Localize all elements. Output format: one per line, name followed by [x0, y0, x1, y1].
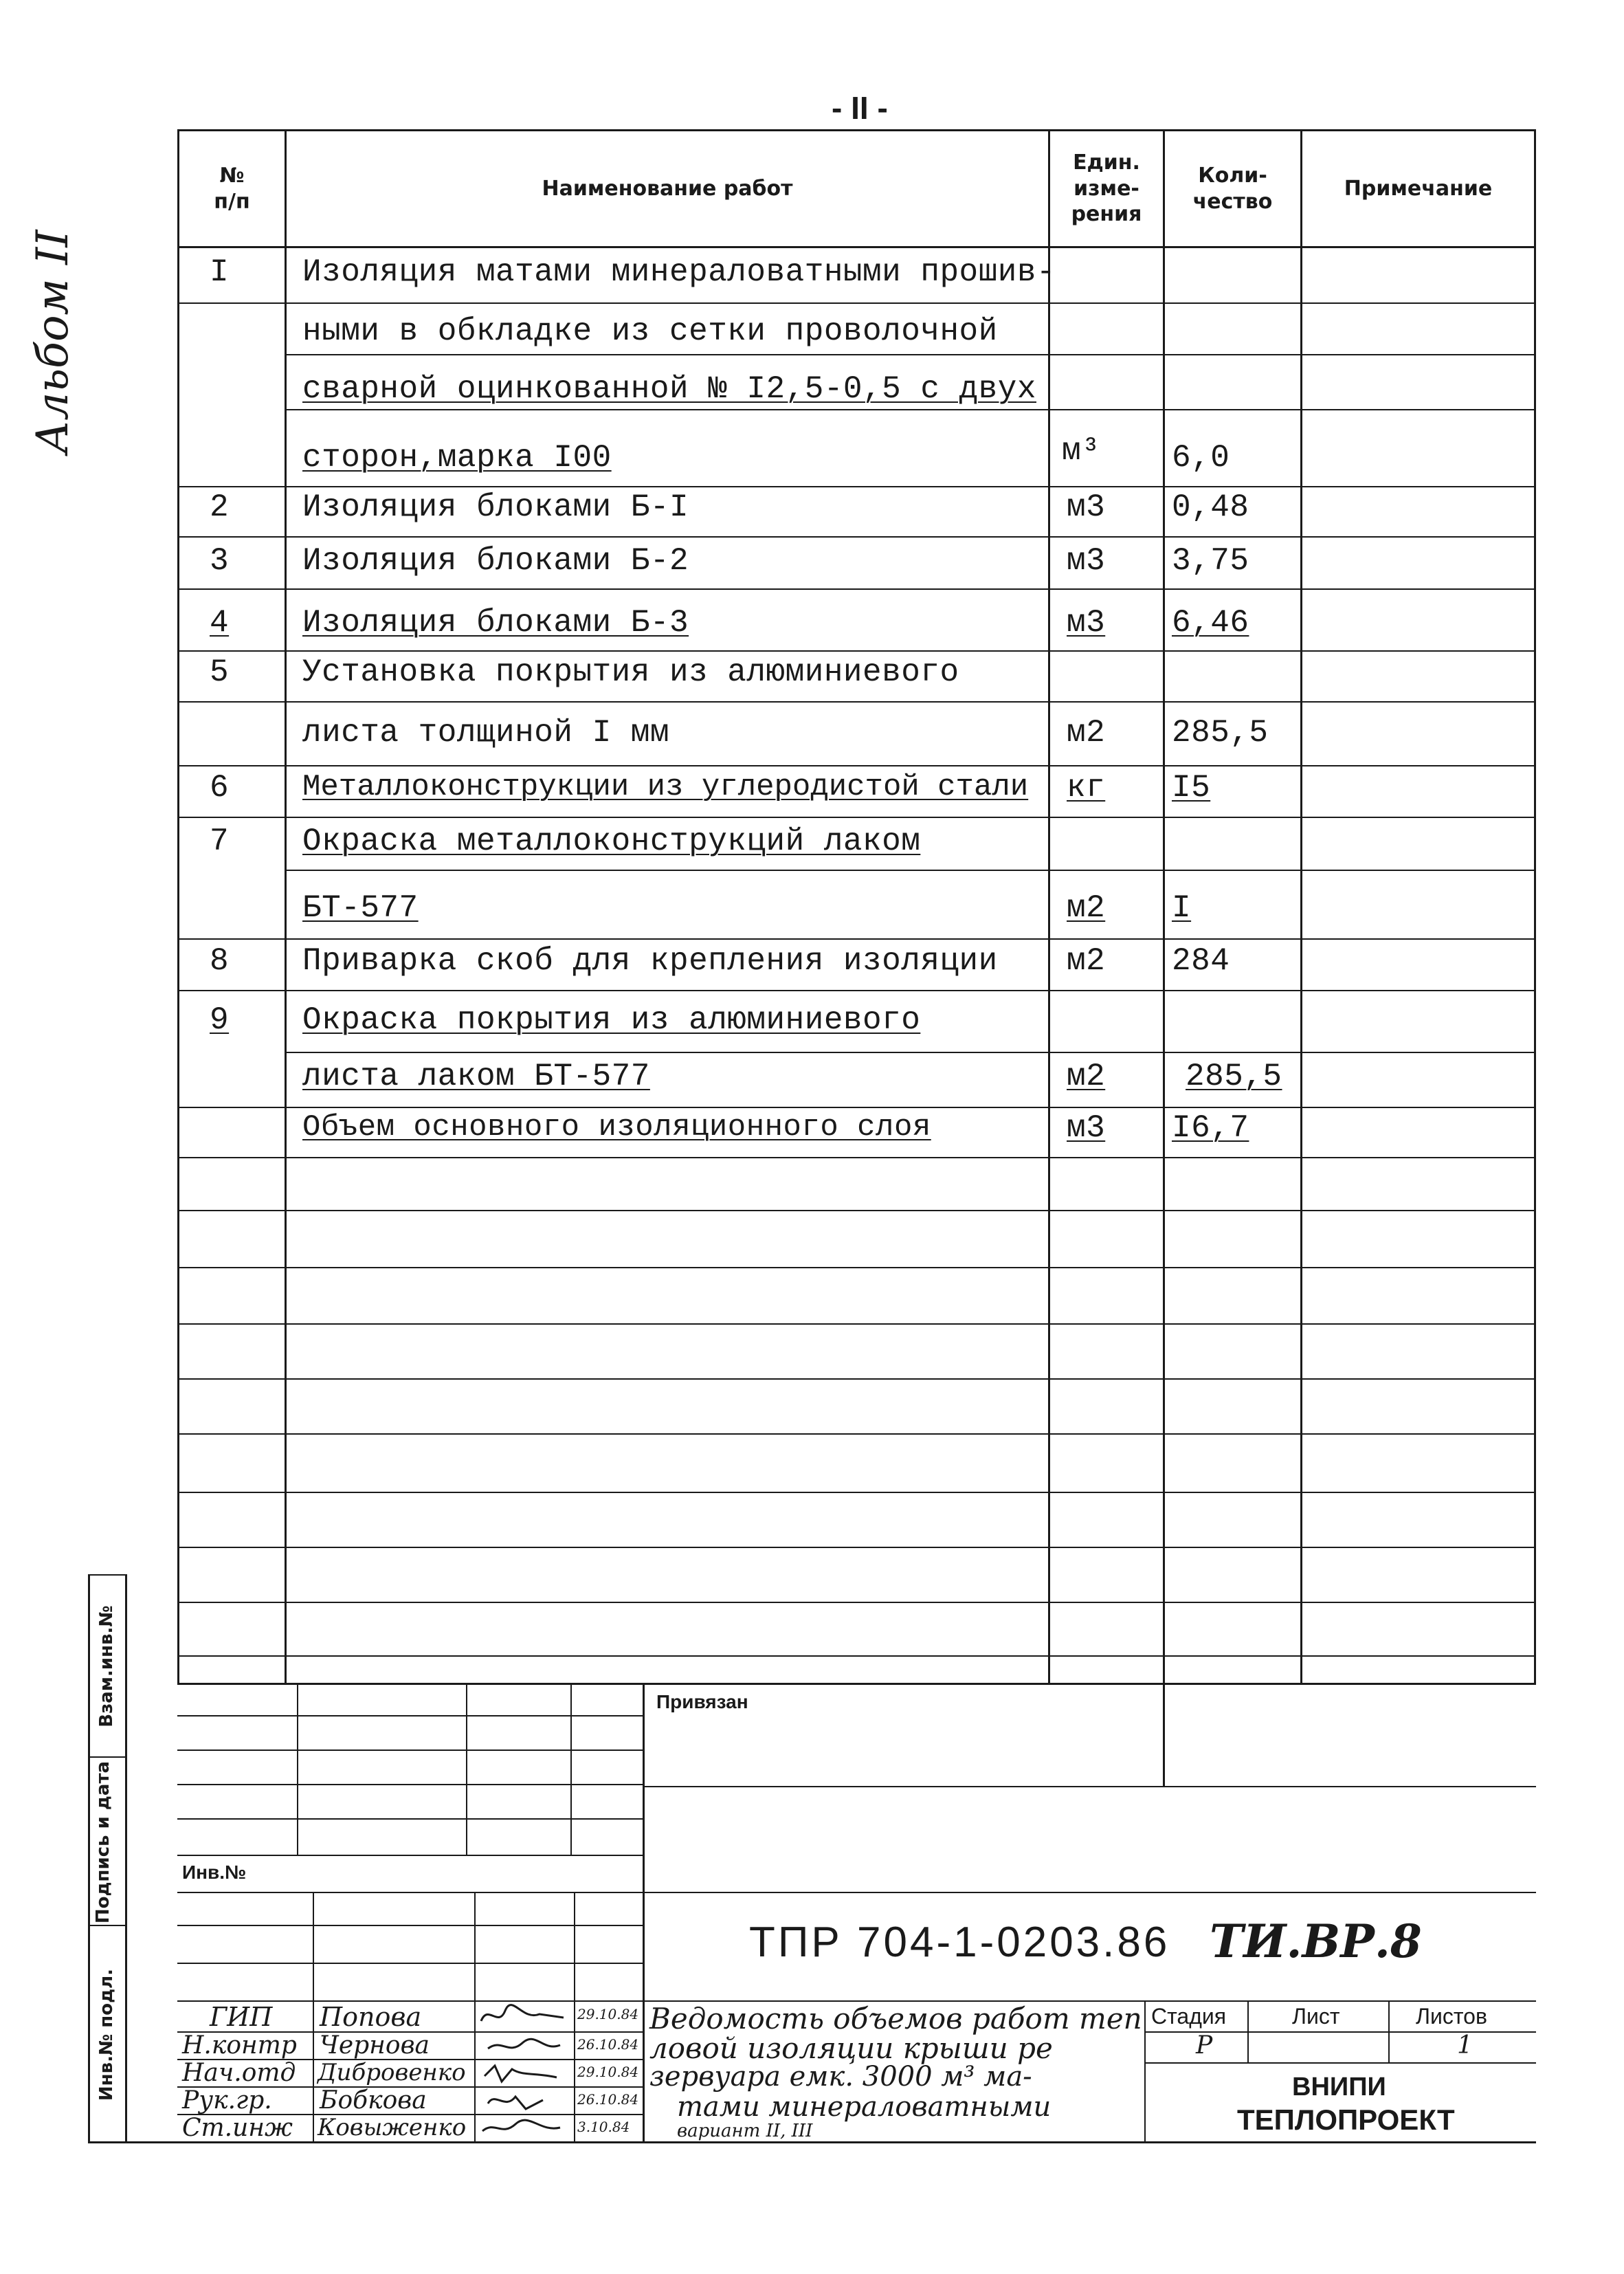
header-qty: Коли- чество: [1192, 164, 1273, 214]
row-6-name: Металлоконструкции из углеродистой стали: [302, 770, 1029, 804]
side-vzam-inv: Взам.инв.№: [96, 1605, 117, 1727]
header-num: № п/п: [214, 164, 250, 214]
row-9-num: 9: [210, 1002, 230, 1038]
row-4-name: Изоляция блоками Б-3: [302, 605, 689, 641]
row-4-unit: м3: [1067, 605, 1106, 641]
date-2: 26.10.84: [577, 2036, 639, 2053]
desc-line-4: тами минераловатными: [677, 2091, 1052, 2123]
row-7b-name: БТ-577: [302, 890, 419, 926]
header-unit: Един. изме- рения: [1071, 151, 1142, 227]
row-1-num: I: [210, 254, 230, 290]
header-note: Примечание: [1344, 176, 1493, 201]
row-5b-qty: 285,5: [1172, 715, 1269, 751]
role-1: ГИП: [210, 2002, 273, 2032]
row-1d-qty: 6,0: [1172, 440, 1230, 476]
inv-no-label: Инв.№: [182, 1862, 247, 1883]
row-2-num: 2: [210, 489, 230, 525]
row-8-num: 8: [210, 943, 230, 979]
row-5-name: Установка покрытия из алюминиевого: [302, 654, 959, 690]
name-5: Ковыженко: [318, 2114, 467, 2141]
page-number: - II -: [832, 90, 888, 126]
row-4-num: 4: [210, 605, 230, 641]
row-7b-unit: м2: [1067, 890, 1106, 926]
header-name: Наименование работ: [542, 176, 793, 201]
role-2: Н.контр: [182, 2031, 297, 2060]
desc-line-2: ловой изоляции крыши ре: [649, 2031, 1053, 2065]
row-total-qty: I6,7: [1172, 1110, 1249, 1146]
name-2: Чернова: [320, 2031, 430, 2060]
row-9-name: Окраска покрытия из алюминиевого: [302, 1002, 921, 1038]
row-3-num: 3: [210, 543, 230, 579]
row-8-qty: 284: [1172, 943, 1230, 979]
row-3-unit: м3: [1067, 543, 1106, 579]
date-5: 3.10.84: [577, 2119, 630, 2135]
row-6-num: 6: [210, 770, 230, 806]
signatures-graphic: [474, 2000, 574, 2141]
row-1d-name: сторон,марка I00: [302, 440, 612, 476]
row-total-name: Объем основного изоляционного слоя: [302, 1110, 931, 1145]
date-4: 26.10.84: [577, 2091, 639, 2108]
row-8-name: Приварка скоб для крепления изоляции: [302, 943, 998, 979]
row-7-name: Окраска металлоконструкций лаком: [302, 824, 921, 859]
role-4: Рук.гр.: [182, 2086, 272, 2115]
row-2-unit: м3: [1067, 489, 1106, 525]
row-total-unit: м3: [1067, 1110, 1106, 1146]
row-7b-qty: I: [1172, 890, 1192, 926]
row-6-qty: I5: [1172, 770, 1211, 806]
listov-label: Листов: [1416, 2004, 1487, 2029]
album-label: Альбом II: [27, 230, 78, 454]
row-3-qty: 3,75: [1172, 543, 1249, 579]
row-2-name: Изоляция блоками Б-I: [302, 489, 689, 525]
row-1c-name: сварной оцинкованной № I2,5-0,5 с двух: [302, 371, 1036, 407]
stadiya-value: Р: [1196, 2031, 1213, 2060]
role-3: Нач.отд: [182, 2059, 296, 2087]
org-line-2: ТЕПЛОПРОЕКТ: [1237, 2104, 1455, 2136]
doc-code: ТПР 704-1-0203.86: [749, 1919, 1170, 1966]
row-1b-name: ными в обкладке из сетки проволочной: [302, 313, 998, 349]
desc-line-3: зервуара емк. 3000 м³ ма-: [649, 2061, 1032, 2093]
row-5b-name: листа толщиной I мм: [302, 715, 669, 751]
row-9b-qty: 285,5: [1186, 1059, 1282, 1094]
listov-value: 1: [1457, 2031, 1473, 2060]
name-3: Дибровенко: [318, 2059, 466, 2086]
privyazan-label: Привязан: [656, 1691, 748, 1712]
row-1-name: Изоляция матами минераловатными прошив-: [302, 254, 1056, 290]
date-3: 29.10.84: [577, 2064, 639, 2080]
org-line-1: ВНИПИ: [1292, 2073, 1386, 2101]
date-1: 29.10.84: [577, 2006, 639, 2022]
row-2-qty: 0,48: [1172, 489, 1249, 525]
side-inv-podl: Инв.№ подл.: [96, 1968, 117, 2101]
row-8-unit: м2: [1067, 943, 1106, 979]
list-label: Лист: [1292, 2004, 1340, 2029]
row-5-num: 5: [210, 654, 230, 690]
row-6-unit: кг: [1067, 770, 1106, 806]
row-9b-name: листа лаком БТ-577: [302, 1059, 650, 1094]
desc-line-5: вариант II, III: [677, 2121, 813, 2141]
name-1: Попова: [320, 2002, 422, 2032]
doc-suffix: ТИ.ВР.8: [1210, 1914, 1422, 1968]
stadiya-label: Стадия: [1151, 2004, 1227, 2029]
row-5b-unit: м2: [1067, 715, 1106, 751]
desc-line-1: Ведомость объемов работ теп: [649, 2002, 1142, 2035]
row-1d-unit: м³: [1062, 433, 1101, 469]
row-9b-unit: м2: [1067, 1059, 1106, 1094]
row-3-name: Изоляция блоками Б-2: [302, 543, 689, 579]
role-5: Ст.инж: [182, 2114, 293, 2142]
side-podpis-data: Подпись и дата: [93, 1760, 113, 1924]
row-4-qty: 6,46: [1172, 605, 1249, 641]
name-4: Бобкова: [320, 2086, 427, 2115]
row-7-num: 7: [210, 824, 230, 859]
